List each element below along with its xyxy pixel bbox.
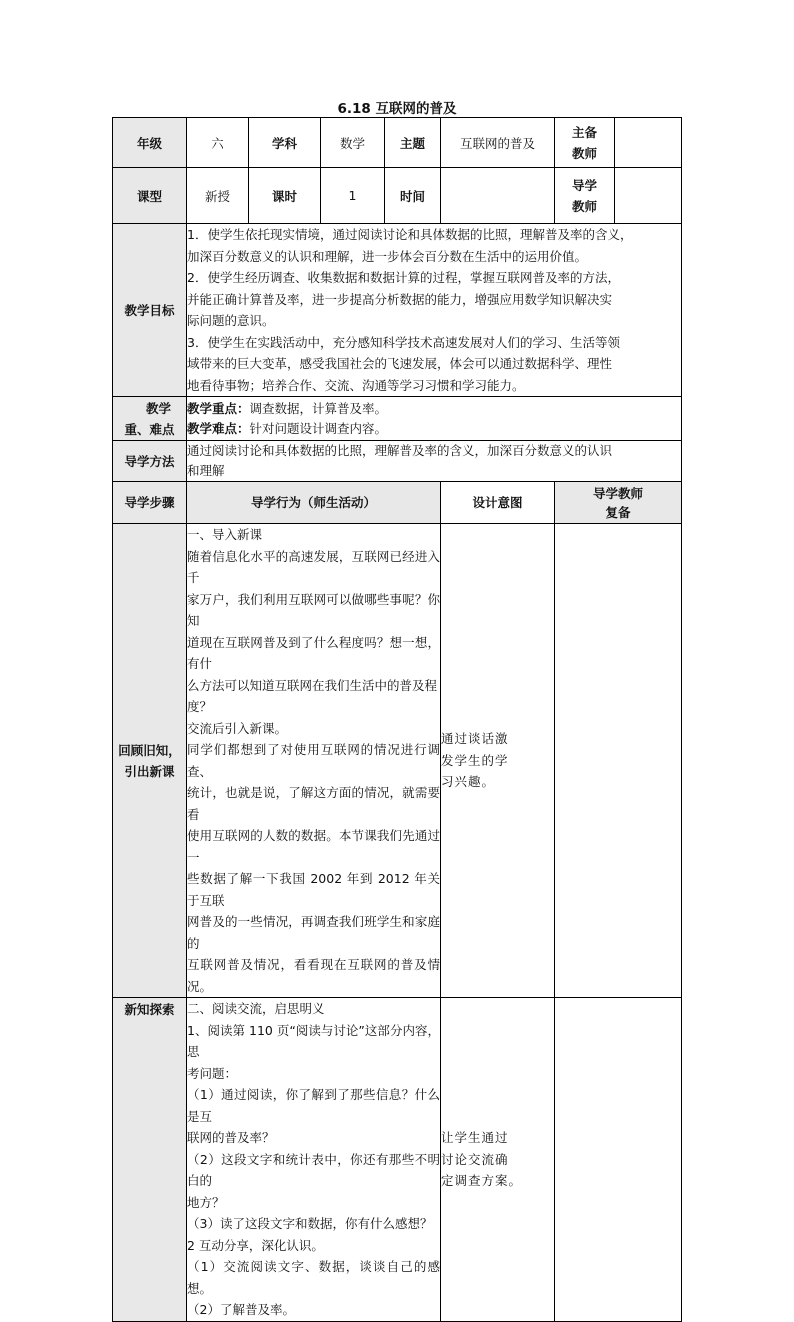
keypoints-label <box>113 397 187 441</box>
time-label: 时间 <box>385 168 441 224</box>
guide-teacher-label-line-2: 教师 <box>571 198 597 214</box>
goals-line: 并能正确计算普及率，进一步提高分析数据的能力，增强应用数学知识解决实 <box>187 291 613 307</box>
activity-line: 联网的普及率？ <box>187 1130 275 1145</box>
intent-line: 习兴趣。 <box>441 774 496 790</box>
difficult-point-label: 教学难点： <box>187 420 250 436</box>
guide-teacher-value <box>615 168 682 224</box>
lead-teacher-value <box>615 118 682 168</box>
time-value <box>441 168 555 224</box>
goals-row <box>113 224 682 397</box>
step-label-line-2: 引出新课 <box>124 763 175 779</box>
activity-line: 交流后引入新课。 <box>187 720 288 736</box>
method-line: 通过阅读讨论和具体数据的比照，理解普及率的含义，加深百分数意义的认识 <box>187 443 613 458</box>
activity-line: 2 互动分享，深化认识。 <box>187 1237 324 1253</box>
lead-teacher-label <box>555 118 615 168</box>
guide-teacher-label-line-1: 导学 <box>571 177 597 193</box>
step-intent <box>441 524 555 998</box>
info-row-2 <box>113 168 682 224</box>
review-header-line-2: 复备 <box>605 504 631 520</box>
activity-line: 同学们都想到了对使用互联网的情况进行调查、 <box>187 742 440 779</box>
intent-line: 让学生通过 <box>441 1130 509 1145</box>
topic-value: 互联网的普及 <box>441 118 555 168</box>
method-label: 导学方法 <box>113 441 187 482</box>
activity-line: （2）了解普及率。 <box>187 1302 295 1317</box>
activity-line: 二、阅读交流，启思明义 <box>187 1001 325 1016</box>
topic-label: 主题 <box>385 118 441 168</box>
goals-content <box>187 224 682 397</box>
activity-line: 地方？ <box>187 1194 225 1210</box>
activity-line: 度？ <box>187 699 213 714</box>
step-header: 导学步骤 <box>113 482 187 524</box>
goals-line: 际问题的意识。 <box>187 313 275 328</box>
step-activity <box>187 998 441 1322</box>
key-point-label: 教学重点： <box>187 400 250 416</box>
intent-line: 讨论交流确 <box>441 1151 509 1167</box>
activity-line: （1）交流阅读文字、数据，谈谈自己的感想。 <box>187 1259 440 1296</box>
lead-teacher-label-line-2: 教师 <box>571 145 597 161</box>
grade-label: 年级 <box>113 118 187 168</box>
activity-header: 导学行为（师生活动） <box>187 482 441 524</box>
intent-line: 发学生的学 <box>441 752 509 768</box>
method-row <box>113 441 682 482</box>
review-header-line-1: 导学教师 <box>592 485 643 501</box>
intent-line: 定调查方案。 <box>441 1173 523 1188</box>
goals-line: 域带来的巨大变革，感受我国社会的飞速发展，体会可以通过数据科学、理性 <box>187 356 613 371</box>
intent-header: 设计意图 <box>441 482 555 524</box>
difficult-point <box>187 419 681 439</box>
step-label <box>113 998 187 1322</box>
subject-label: 学科 <box>249 118 321 168</box>
guide-teacher-label <box>555 168 615 224</box>
activity-line: （1）通过阅读，你了解到了那些信息？什么是互 <box>187 1087 440 1124</box>
step-review <box>555 998 682 1322</box>
difficult-point-text: 针对问题设计调查内容。 <box>249 420 388 436</box>
keypoints-label-line-2: 重、难点 <box>124 421 175 437</box>
review-header <box>555 482 682 524</box>
key-point <box>187 399 681 419</box>
method-content <box>187 441 682 482</box>
keypoints-row <box>113 397 682 441</box>
page-title: 6.18 互联网的普及 <box>337 101 457 117</box>
goals-line: 2．使学生经历调查、收集数据和数据计算的过程，掌握互联网普及率的方法， <box>187 270 620 285</box>
info-row-1 <box>113 118 682 168</box>
step-label <box>113 524 187 998</box>
goals-line: 1．使学生依托现实情境，通过阅读讨论和具体数据的比照，理解普及率的含义， <box>187 227 633 242</box>
step-label-line-1: 新知探索 <box>124 1002 175 1017</box>
step-row <box>113 998 682 1322</box>
activity-line: （2）这段文字和统计表中，你还有那些不明白的 <box>187 1151 440 1188</box>
keypoints-content <box>187 397 682 441</box>
intent-line: 通过谈话激 <box>441 731 509 747</box>
activity-line: （3）读了这段文字和数据，你有什么感想？ <box>187 1216 433 1231</box>
subject-value: 数学 <box>321 118 385 168</box>
step-activity <box>187 524 441 998</box>
grade-value: 六 <box>187 118 249 168</box>
activity-line: 一、导入新课 <box>187 527 263 542</box>
steps-header-row <box>113 482 682 524</box>
activity-line: 1、阅读第 110 页“阅读与讨论”这部分内容，思 <box>187 1022 440 1059</box>
activity-line: 家万户，我们利用互联网可以做哪些事呢？你知 <box>187 591 440 628</box>
activity-line: 道现在互联网普及到了什么程度吗？想一想，有什 <box>187 634 440 671</box>
activity-line: 些数据了解一下我国 2002 年到 2012 年关于互联 <box>187 871 440 908</box>
activity-line: 互联网普及情况，看看现在互联网的普及情况。 <box>187 957 440 994</box>
type-label: 课型 <box>113 168 187 224</box>
lead-teacher-label-line-1: 主备 <box>571 124 597 140</box>
activity-line: 随着信息化水平的高速发展，互联网已经进入千 <box>187 548 440 585</box>
goals-line: 3．使学生在实践活动中，充分感知科学技术高速发展对人们的学习、生活等领 <box>187 334 620 350</box>
step-intent <box>441 998 555 1322</box>
goals-label: 教学目标 <box>113 224 187 397</box>
key-point-text: 调查数据，计算普及率。 <box>249 400 388 416</box>
activity-line: 统计，也就是说，了解这方面的情况，就需要看 <box>187 785 440 822</box>
activity-line: 考问题： <box>187 1065 238 1081</box>
lesson-plan-table <box>112 117 682 1322</box>
hours-label: 课时 <box>249 168 321 224</box>
step-label-line-1: 回顾旧知， <box>118 742 181 758</box>
type-value: 新授 <box>187 168 249 224</box>
method-line: 和理解 <box>187 463 225 478</box>
goals-line: 地看待事物；培养合作、交流、沟通等学习习惯和学习能力。 <box>187 377 525 393</box>
activity-line: 么方法可以知道互联网在我们生活中的普及程 <box>187 677 438 693</box>
activity-line: 网普及的一些情况，再调查我们班学生和家庭的 <box>187 914 440 951</box>
goals-line: 加深百分数意义的认识和理解，进一步体会百分数在生活中的运用价值。 <box>187 248 588 264</box>
keypoints-label-line-1: 教学 <box>145 400 171 416</box>
step-review <box>555 524 682 998</box>
activity-line: 使用互联网的人数的数据。本节课我们先通过一 <box>187 828 440 865</box>
hours-value: 1 <box>321 168 385 224</box>
step-row <box>113 524 682 998</box>
